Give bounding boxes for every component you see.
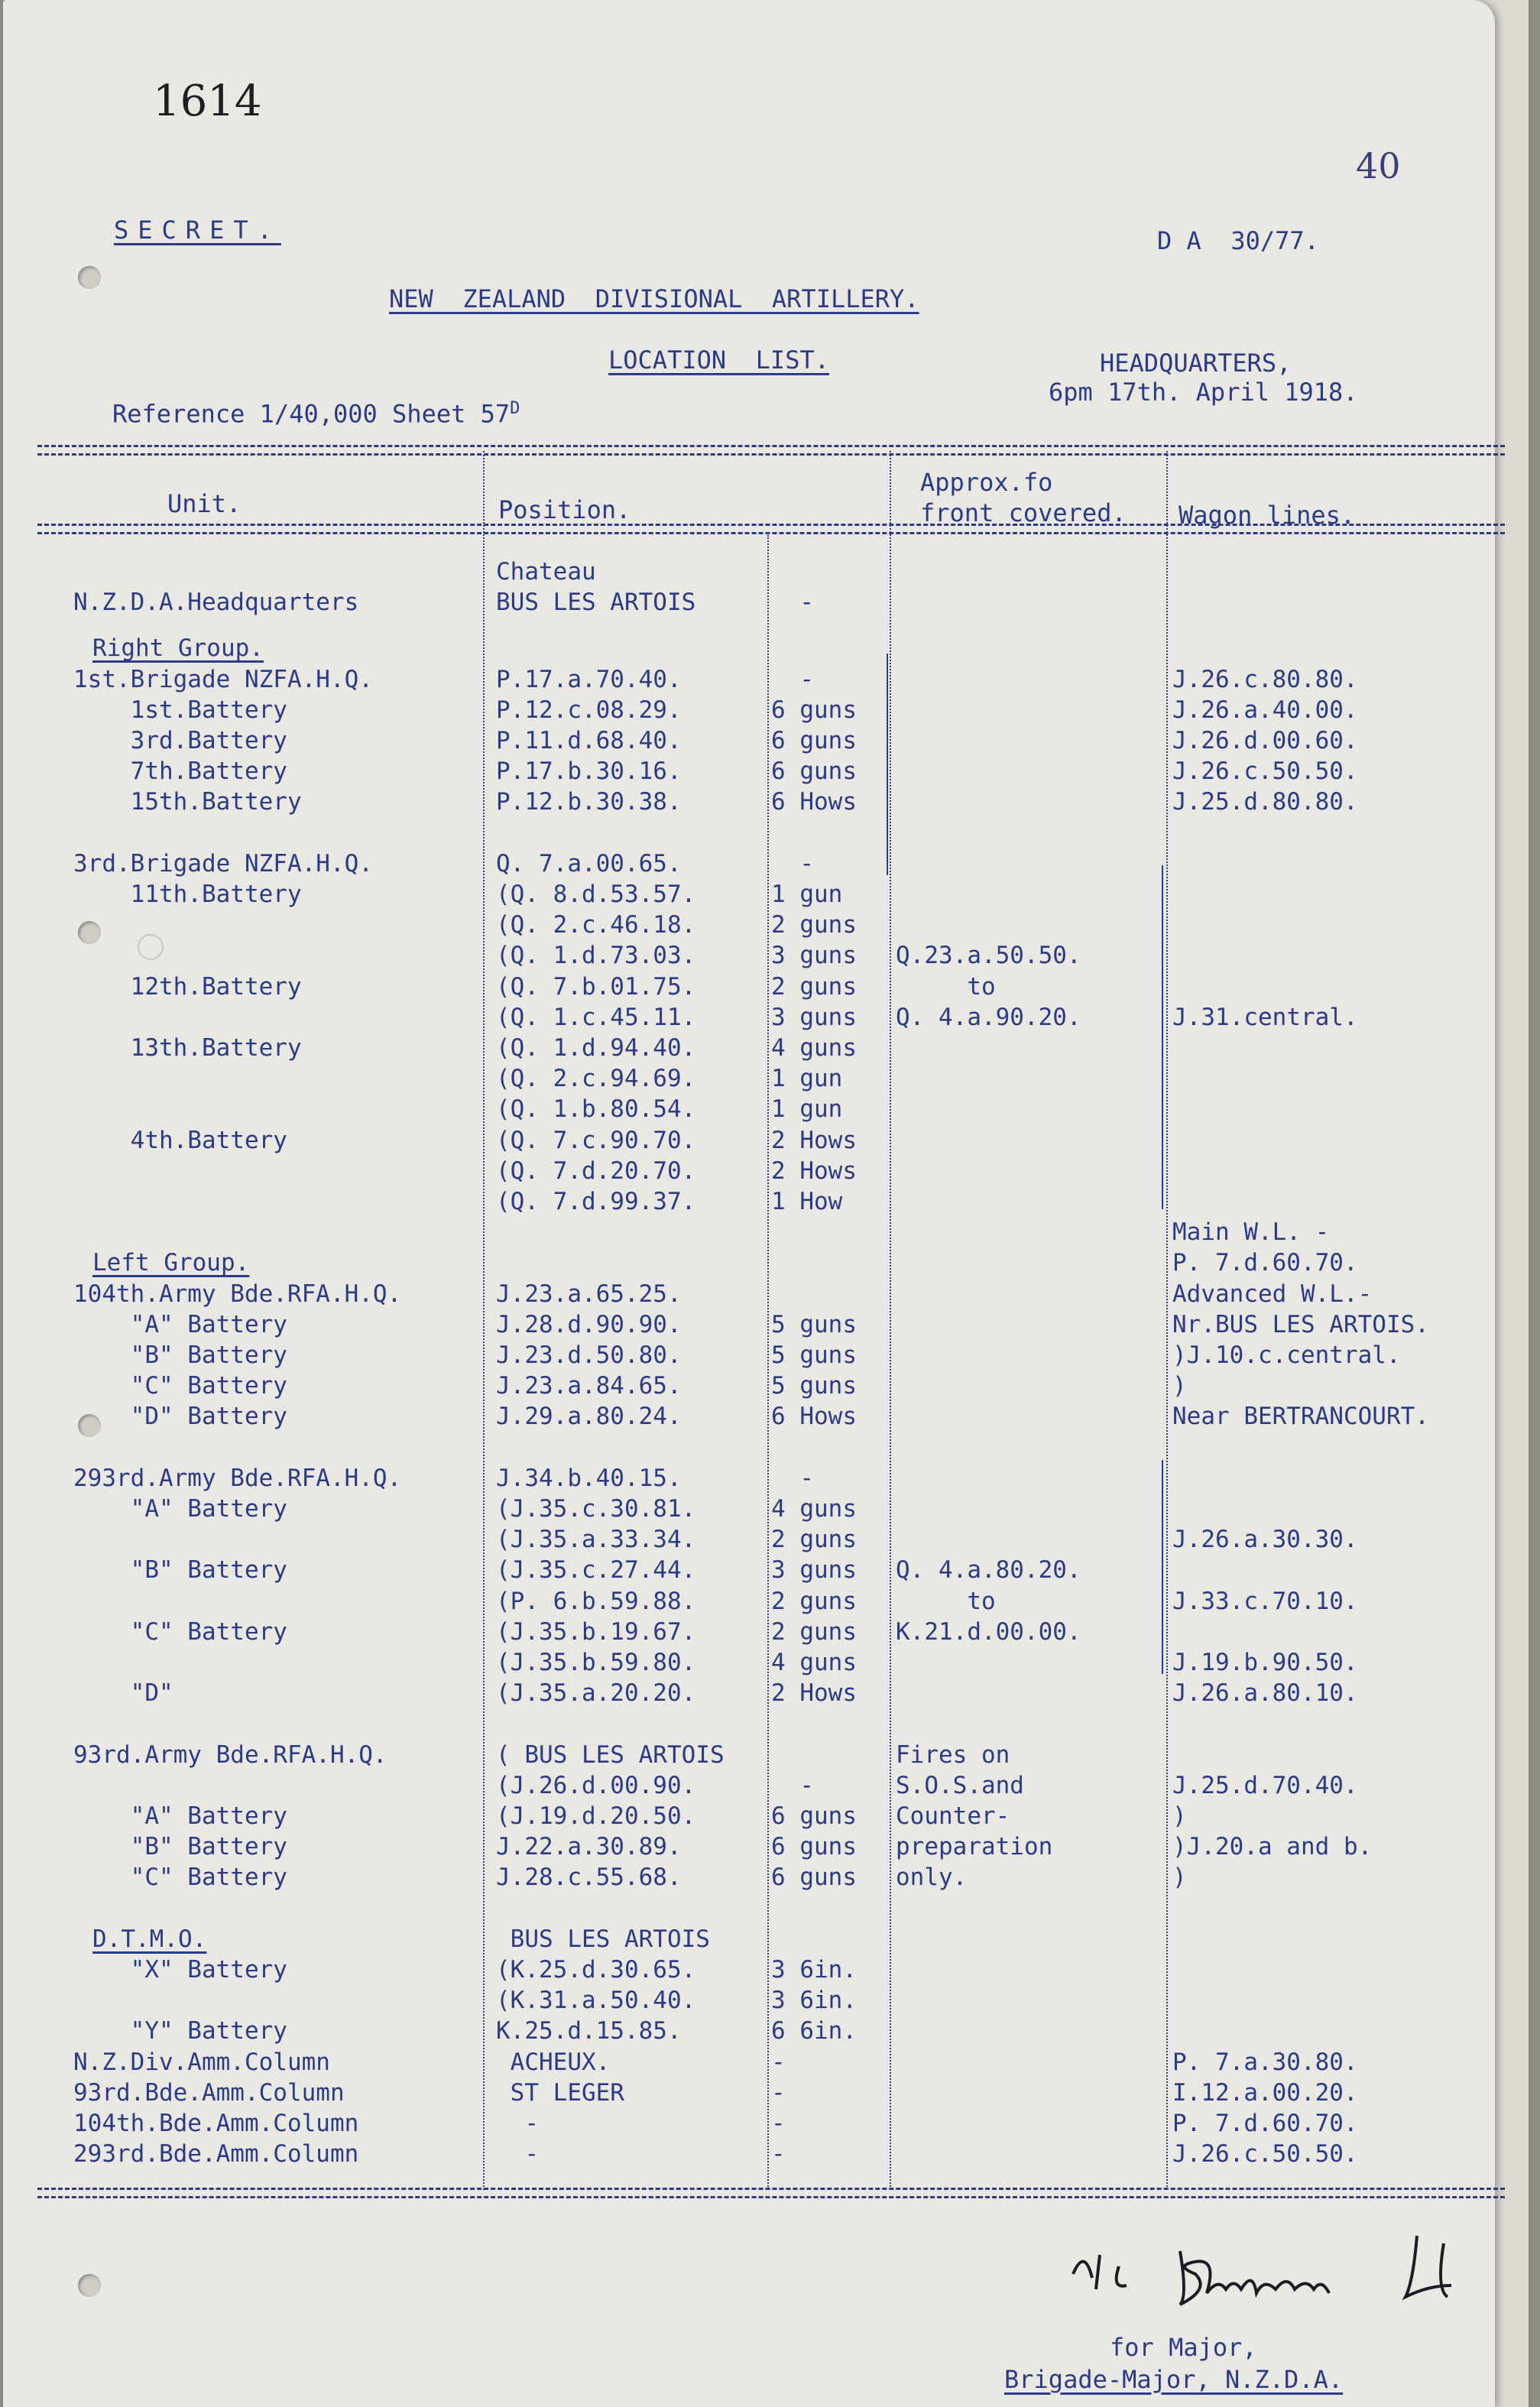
cell-pos: (J.19.d.20.50. [496, 1802, 696, 1830]
cell-pos: (J.35.b.19.67. [496, 1617, 696, 1646]
cell-unit: 3rd.Brigade NZFA.H.Q. [73, 849, 373, 877]
cell-unit: "D" Battery [73, 1403, 287, 1431]
cell-pos: K.25.d.15.85. [496, 2017, 682, 2045]
cell-pos: BUS LES ARTOIS [496, 1925, 710, 1953]
cell-unit: 13th.Battery [73, 1034, 302, 1062]
cell-wagon: J.33.c.70.10. [1172, 1587, 1358, 1615]
document-page [3, 0, 1495, 2407]
cell-unit: 4th.Battery [73, 1126, 287, 1154]
cell-pos: (J.35.c.30.81. [496, 1495, 696, 1523]
cell-guns: 2 Hows [771, 1679, 857, 1708]
cell-guns: 6 guns [771, 727, 857, 754]
brace [1157, 865, 1163, 1209]
punch-hole [78, 266, 101, 289]
column-header-front-2: front covered. [920, 498, 1127, 527]
brace [882, 654, 888, 875]
cell-unit: 93rd.Bde.Amm.Column [73, 2078, 345, 2107]
cell-pos: (Q. 1.d.94.40. [496, 1034, 696, 1062]
brace [1157, 1460, 1163, 1674]
cell-wagon: )J.20.a and b. [1172, 1833, 1373, 1861]
cell-pos: P.12.b.30.38. [496, 788, 682, 816]
cell-unit: 12th.Battery [73, 972, 302, 1001]
cell-guns: - [771, 2048, 786, 2076]
double-rule-top [37, 445, 1505, 456]
cell-pos: - [496, 2110, 539, 2137]
cell-unit: "B" Battery [73, 1341, 287, 1369]
cell-guns: 1 gun [771, 1095, 843, 1124]
list-title: LOCATION LIST. [608, 345, 829, 375]
cell-pos: (J.35.b.59.80. [496, 1649, 696, 1676]
cell-front: Q.23.a.50.50. [896, 942, 1081, 970]
cell-unit: "B" Battery [73, 1556, 287, 1585]
cell-pos: (Q. 1.b.80.54. [496, 1095, 696, 1124]
hq-line-1: HEADQUARTERS, [1100, 349, 1292, 378]
cell-unit: 1st.Battery [73, 696, 287, 724]
cell-wagon: J.31.central. [1172, 1003, 1358, 1031]
cell-guns: 5 guns [771, 1372, 857, 1400]
cell-guns: 3 guns [771, 1556, 857, 1585]
cell-guns: 2 guns [771, 1526, 857, 1554]
cell-wagon: Near BERTRANCOURT. [1172, 1403, 1429, 1431]
cell-unit: 93rd.Army Bde.RFA.H.Q. [73, 1740, 387, 1769]
cell-guns: - [771, 665, 814, 693]
cell-wagon: ) [1172, 1802, 1187, 1830]
cell-front: to [896, 1587, 996, 1615]
cell-guns: 3 guns [771, 942, 857, 970]
cell-front: Q. 4.a.80.20. [896, 1556, 1081, 1585]
cell-guns: 1 gun [771, 1065, 843, 1093]
cell-pos: (Q. 7.d.20.70. [496, 1156, 696, 1185]
signature-text [3, 0, 4, 1]
cell-guns: 2 guns [771, 972, 857, 1001]
signature-scrawl [1058, 2220, 1486, 2335]
secret-label [114, 216, 281, 245]
cell-unit: "C" Battery [73, 1372, 287, 1400]
cell-front: Q. 4.a.90.20. [896, 1003, 1081, 1031]
cell-unit: 15th.Battery [73, 788, 302, 816]
cell-pos: J.23.a.84.65. [496, 1372, 682, 1400]
cell-front: preparation [896, 1833, 1053, 1861]
cell-front: Fires on [896, 1740, 1010, 1769]
cell-pos: (Q. 7.d.99.37. [496, 1188, 696, 1215]
column-header-front-1: Approx.fo [920, 468, 1053, 497]
stamp-number: 1614 [153, 76, 262, 126]
folio-number: 40 [1356, 145, 1401, 187]
column-divider [890, 451, 891, 2190]
cell-unit: N.Z.Div.Amm.Column [73, 2048, 330, 2076]
cell-guns: 5 guns [771, 1341, 857, 1369]
cell-unit: 293rd.Army Bde.RFA.H.Q. [73, 1464, 402, 1492]
cell-unit: "D" [73, 1679, 173, 1708]
cell-guns: 3 guns [771, 1003, 857, 1031]
cell-pos: P.17.a.70.40. [496, 665, 682, 693]
cell-pos: P.17.b.30.16. [496, 757, 682, 786]
cell-wagon: J.26.a.80.10. [1172, 1679, 1358, 1708]
cell-front: Counter- [896, 1802, 1010, 1830]
cell-wagon: J.19.b.90.50. [1172, 1649, 1358, 1676]
cell-pos: J.28.d.90.90. [496, 1310, 682, 1338]
cell-wagon: Nr.BUS LES ARTOIS. [1172, 1310, 1429, 1338]
cell-wagon: J.25.d.80.80. [1172, 788, 1358, 816]
cell-pos: (Q. 8.d.53.57. [496, 881, 696, 908]
cell-guns: 2 guns [771, 1587, 857, 1615]
cell-guns: - [771, 2140, 786, 2169]
cell-wagon: J.25.d.70.40. [1172, 1771, 1358, 1799]
cell-wagon: J.26.c.50.50. [1172, 757, 1358, 786]
double-rule-bottom [37, 2188, 1505, 2198]
cell-guns: - [771, 589, 814, 617]
cell-guns: - [771, 849, 814, 877]
cell-front: only. [896, 1864, 968, 1892]
cell-guns: - [771, 1771, 814, 1799]
cell-wagon: P. 7.a.30.80. [1172, 2048, 1358, 2076]
cell-unit: 3rd.Battery [73, 727, 287, 754]
cell-unit: 11th.Battery [73, 881, 302, 908]
cell-unit: Right Group. [92, 634, 264, 663]
cell-unit: "C" Battery [73, 1864, 287, 1892]
cell-unit: 7th.Battery [73, 757, 287, 786]
cell-guns: - [771, 2110, 786, 2137]
cell-guns: 2 Hows [771, 1126, 857, 1154]
cell-pos: P.11.d.68.40. [496, 727, 682, 754]
cell-guns: 3 6in. [771, 1987, 857, 2015]
hq-line-2: 6pm 17th. April 1918. [1049, 378, 1358, 407]
cell-unit: 104th.Bde.Amm.Column [73, 2110, 359, 2137]
cell-guns: - [771, 1464, 814, 1492]
cell-wagon: ) [1172, 1372, 1187, 1400]
cell-pos: P.12.c.08.29. [496, 696, 682, 724]
cell-pos: ( BUS LES ARTOIS [496, 1740, 725, 1769]
cell-unit: 104th.Army Bde.RFA.H.Q. [73, 1280, 402, 1308]
cell-pos: ACHEUX. [496, 2048, 611, 2076]
cell-guns: 4 guns [771, 1034, 857, 1062]
cell-pos: J.28.c.55.68. [496, 1864, 682, 1892]
cell-unit: 293rd.Bde.Amm.Column [73, 2140, 359, 2169]
cell-pos: (P. 6.b.59.88. [496, 1587, 696, 1615]
cell-wagon: P. 7.d.60.70. [1172, 1249, 1358, 1277]
cell-pos: J.34.b.40.15. [496, 1464, 682, 1492]
cell-guns: 6 guns [771, 757, 857, 786]
punch-hole [78, 921, 101, 944]
cell-guns: 2 guns [771, 1617, 857, 1646]
cell-unit: "X" Battery [73, 1956, 287, 1984]
cell-guns: 6 Hows [771, 1403, 857, 1431]
column-header-position: Position. [498, 495, 631, 524]
cell-front: S.O.S.and [896, 1771, 1024, 1799]
cell-pos: ST LEGER [496, 2078, 624, 2107]
punch-hole [78, 2274, 101, 2297]
column-header-unit: Unit. [167, 489, 242, 518]
cell-wagon: I.12.a.00.20. [1172, 2078, 1358, 2107]
signatory-line-2: Brigade-Major, N.Z.D.A. [1004, 2365, 1344, 2394]
map-reference [112, 399, 520, 429]
column-header-wagon: Wagon lines. [1179, 501, 1356, 530]
map-reference-text: Reference 1/40,000 Sheet 57 [112, 399, 511, 429]
cell-wagon: Main W.L. - [1172, 1218, 1330, 1247]
cell-pos: J.23.a.65.25. [496, 1280, 682, 1308]
cell-guns: 2 Hows [771, 1156, 857, 1185]
cell-wagon: J.26.d.00.60. [1172, 727, 1358, 754]
cell-pos: (J.35.c.27.44. [496, 1556, 696, 1585]
cell-pos: Q. 7.a.00.65. [496, 849, 682, 877]
cell-pos: (J.35.a.20.20. [496, 1679, 696, 1708]
cell-pos: (K.25.d.30.65. [496, 1956, 696, 1984]
cell-pos: (Q. 1.c.45.11. [496, 1003, 696, 1031]
cell-pos: J.22.a.30.89. [496, 1833, 682, 1861]
cell-guns: 4 guns [771, 1495, 857, 1523]
cell-unit: Left Group. [92, 1249, 250, 1277]
cell-pos: J.29.a.80.24. [496, 1403, 682, 1431]
cell-guns: 5 guns [771, 1310, 857, 1338]
cell-pos: (Q. 2.c.94.69. [496, 1065, 696, 1093]
cell-pos: (Q. 1.d.73.03. [496, 942, 696, 970]
cell-pos: BUS LES ARTOIS [496, 589, 696, 617]
cell-pos: (Q. 7.b.01.75. [496, 972, 696, 1001]
cell-pos: (Q. 2.c.46.18. [496, 911, 696, 939]
cell-unit: "B" Battery [73, 1833, 287, 1861]
cell-unit: "A" Battery [73, 1495, 287, 1523]
cell-wagon: J.26.a.40.00. [1172, 696, 1358, 724]
cell-front: to [896, 972, 996, 1001]
reference-number: D A 30/77. [1157, 226, 1319, 255]
cell-wagon: )J.10.c.central. [1172, 1341, 1401, 1369]
cell-unit: "A" Battery [73, 1310, 287, 1338]
cell-pos: (Q. 7.c.90.70. [496, 1126, 696, 1154]
cell-wagon: J.26.c.50.50. [1172, 2140, 1358, 2169]
cell-unit: "A" Battery [73, 1802, 287, 1830]
cell-pos: - [496, 2140, 539, 2169]
column-divider [1166, 451, 1168, 2190]
cell-unit: N.Z.D.A.Headquarters [73, 589, 359, 617]
column-divider [483, 451, 485, 2190]
cell-guns: 4 guns [771, 1649, 857, 1676]
cell-pos: (K.31.a.50.40. [496, 1987, 696, 2015]
cell-guns: 1 How [771, 1188, 843, 1215]
cell-unit: "C" Battery [73, 1617, 287, 1646]
cell-guns: 2 guns [771, 911, 857, 939]
cell-unit: D.T.M.O. [92, 1925, 207, 1953]
cell-pos: J.23.d.50.80. [496, 1341, 682, 1369]
cell-wagon: ) [1172, 1864, 1187, 1892]
cell-wagon: J.26.c.80.80. [1172, 665, 1358, 693]
cell-guns: - [771, 2078, 786, 2107]
cell-guns: 6 guns [771, 1833, 857, 1861]
cell-guns: 6 guns [771, 1802, 857, 1830]
cell-unit: "Y" Battery [73, 2017, 287, 2045]
cell-wagon: Advanced W.L.- [1172, 1280, 1373, 1308]
document-heading: NEW ZEALAND DIVISIONAL ARTILLERY. [389, 284, 919, 313]
cell-wagon: J.26.a.30.30. [1172, 1526, 1358, 1554]
cell-pos: (J.26.d.00.90. [496, 1771, 696, 1799]
cell-wagon: P. 7.d.60.70. [1172, 2110, 1358, 2137]
cell-pos: (J.35.a.33.34. [496, 1526, 696, 1554]
map-reference-sup: D [510, 399, 520, 418]
cell-guns: 6 Hows [771, 788, 857, 816]
cell-guns: 6 guns [771, 696, 857, 724]
cell-front: K.21.d.00.00. [896, 1617, 1081, 1646]
column-divider [767, 535, 769, 2190]
cell-guns: 6 guns [771, 1864, 857, 1892]
signatory-line-1: for Major, [1110, 2333, 1257, 2362]
cell-unit: 1st.Brigade NZFA.H.Q. [73, 665, 373, 693]
cell-pos: Chateau [496, 558, 596, 586]
cell-guns: 1 gun [771, 881, 843, 908]
cell-guns: 6 6in. [771, 2017, 857, 2045]
secret-text: SECRET. [114, 216, 281, 245]
cell-guns: 3 6in. [771, 1956, 857, 1984]
punch-hole-ring [138, 934, 164, 960]
